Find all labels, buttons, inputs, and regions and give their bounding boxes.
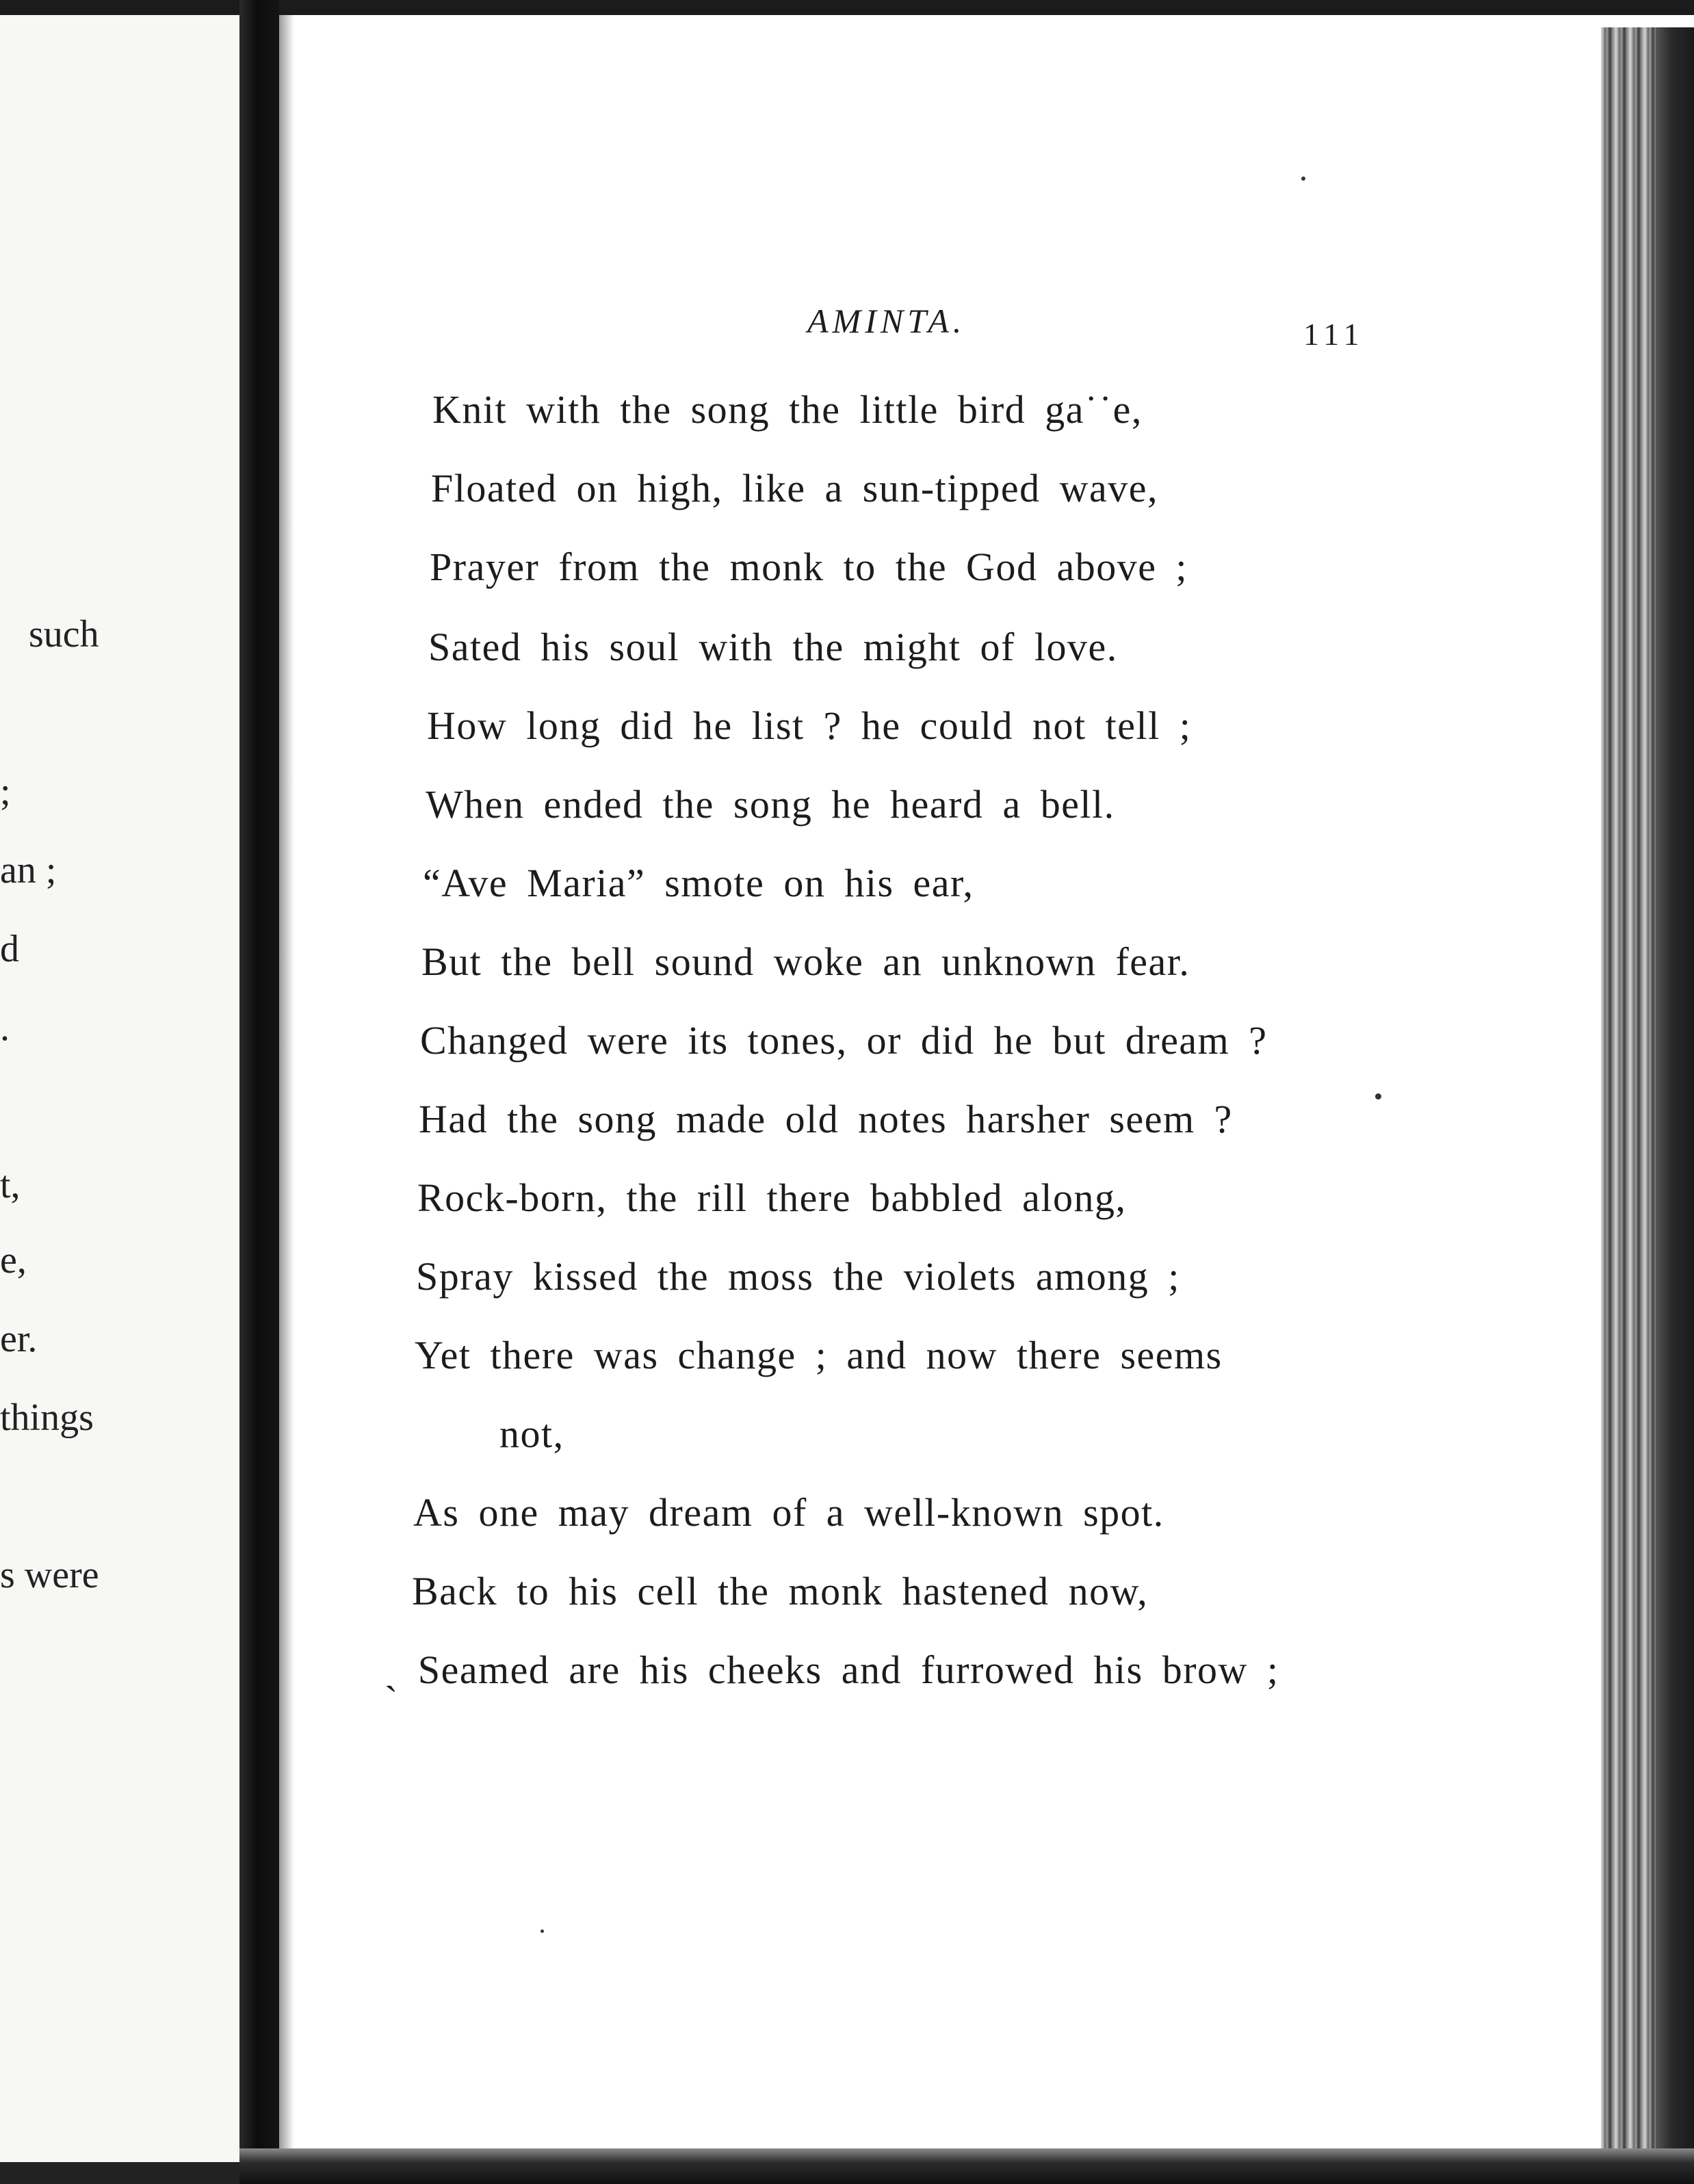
poem-line-continuation: not, <box>499 1412 564 1456</box>
book-cover-edge <box>1656 27 1694 2148</box>
poem-line: Back to his cell the monk hastened now, <box>412 1569 1149 1613</box>
facing-page-fragment: s were <box>0 1554 99 1596</box>
scan-bottom-border <box>239 2148 1694 2184</box>
poem-line: Knit with the song the little bird ga˙˙e, <box>432 387 1143 432</box>
facing-page-fragment: ; <box>0 770 11 813</box>
scan-speck <box>1301 177 1305 181</box>
facing-page-fragment: . <box>0 1006 10 1049</box>
facing-page-fragment: such <box>29 613 99 655</box>
facing-page <box>0 15 239 2163</box>
poem-line: Yet there was change ; and now there seems <box>415 1333 1223 1377</box>
poem-line: Rock-born, the rill there babbled along, <box>417 1175 1127 1220</box>
poem-line: But the bell sound woke an unknown fear. <box>421 939 1190 984</box>
poem-line: When ended the song he heard a bell. <box>426 782 1115 827</box>
poem-line: Prayer from the monk to the God above ; <box>430 545 1188 589</box>
poem-line: Spray kissed the moss the violets among ; <box>416 1254 1180 1299</box>
facing-page-fragment: things <box>0 1396 94 1439</box>
poem-line: As one may dream of a well-known spot. <box>413 1490 1164 1535</box>
running-head: AMINTA. <box>807 302 966 340</box>
poem-line: Sated his soul with the might of love. <box>428 625 1118 669</box>
poem-line: “Ave Maria” smote on his ear, <box>423 861 974 905</box>
book-gutter <box>239 0 279 2184</box>
poem-line: How long did he list ? he could not tell ; <box>427 703 1192 748</box>
facing-page-fragment: er. <box>0 1318 38 1360</box>
gutter-shadow <box>279 15 294 2163</box>
facing-page-fragment: t, <box>0 1164 21 1206</box>
poem-line: Had the song made old notes harsher seem ? <box>419 1097 1233 1141</box>
poem-line: ˏ Seamed are his cheeks and furrowed his brow ; <box>385 1648 1279 1692</box>
poem-line: Changed were its tones, or did he but dream ? <box>420 1018 1268 1063</box>
scan-speck <box>1375 1093 1381 1100</box>
scan-speck <box>540 1929 544 1933</box>
facing-page-fragment: d <box>0 928 19 970</box>
poem-line: Floated on high, like a sun-tipped wave, <box>431 466 1159 510</box>
facing-page-fragment: an ; <box>0 849 57 892</box>
page-number: 111 <box>1303 317 1365 352</box>
scan-bottom-left-border <box>0 2162 239 2184</box>
facing-page-fragment: e, <box>0 1239 27 1282</box>
